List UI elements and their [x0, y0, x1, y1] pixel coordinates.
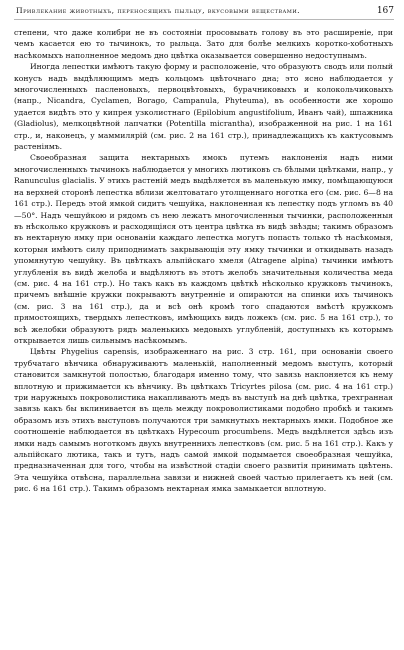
running-head [16, 6, 394, 20]
paragraph-4: Цвѣты Phygelius capensis, изображеннаго на рис. 3 стр. 161, при основаніи своего трубчатаго вѣнчика обнаруживаютъ маленькій, наполненный медомъ выступъ, который становится замкнутой полостью, благодаря именно тому, что завязь наклоняется къ нему вплотную и прижимается къ вѣнчику. Въ цвѣткахъ Tricyrtes pilosa (см. рис. 4 на 161 стр.) три наружныхъ покроволистика накапливаютъ медъ въ выступѣ на днѣ цвѣтка, трехгранная завязь какъ бы вклинивается въ щель между покроволистиками подобно пробкѣ и такимъ образомъ изъ этихъ выступовъ получаются три замкнутыхъ нектарныхъ ямки. Подобное же соотношеніе наблюдается въ цвѣткахъ Hypecoum procumbens. Медъ выдѣляется здѣсь изъ ямки надъ самымъ ноготкомъ двухъ внутреннихъ лепестковъ (см. рис. 5 на 161 стр.). Какъ у альпійскаго лютика, такъ и тутъ, надъ самой ямкой подымается своеобразная чешуйка, предназначенная для того, чтобы на извѣстной стадіи своего развитія принимать цвѣтень. Эта чешуйка отвѣсна, параллельна завязи и нижней своей частью прилегаетъ къ ней (см. рис. 6 на 161 стр.). Такимъ образомъ нектарная ямка замыкается вплотную. [14, 347, 393, 494]
header-rule [14, 19, 394, 20]
running-head-title: Привлекание животныхъ, переносящихъ пыльцу, вкусовыми веществами. [16, 6, 301, 15]
body-text [14, 27, 393, 495]
paragraph-1: степени, что даже колибри не въ состояніи просовывать голову въ это расширеніе, при чемъ касается ею то тычинокъ, то рыльца. Зато для болѣе мелкихъ коротко-хоботныхъ насѣкомыхъ наполненное медомъ дно цвѣтка оказывается совершенно недоступнымъ. [14, 28, 393, 60]
paragraph-3: Своеобразная защита нектарныхъ ямокъ путемъ наклоненія надъ ними многочисленныхъ тычинокъ наблюдается у многихъ лютиковъ съ бѣлыми цвѣтками, напр., у Ranunculus glacialis. У этихъ растеній медъ выдѣляется въ маленькую ямку, помѣщающуюся на верхней сторонѣ лепестка вблизи желтоватаго утолщеннаго ноготка его (см. рис. 6—8 на 161 стр.). Передъ этой ямкой сидитъ чешуйка, наклоненная къ лепестку подъ угломъ въ 40—50°. Надъ чешуйкою и рядомъ съ нею лежатъ многочисленныя тычинки, расположенныя въ нѣсколько кружковъ и расходящіяся отъ центра цвѣтка въ видѣ звѣзды; такимъ образомъ въ нектарную ямку при основаніи каждаго лепестка могутъ попасть только тѣ насѣкомыя, которыя имѣютъ силу приподнимать закрывающія эту ямку тычинки и откидывать назадъ упомянутую чешуйку. Въ цвѣткахъ альпійскаго хмеля (Atragene alpina) тычинки имѣютъ углубленія въ видѣ желоба и выдѣляютъ въ этотъ желобъ значительныя количества меда (см. рис. 4 на 161 стр.). Но такъ какъ въ каждомъ цвѣткѣ нѣсколько кружковъ тычинокъ, причемъ внѣшніе кружки покрываютъ внутренніе и опираются на спинки ихъ тычинокъ (см. рис. 3 на 161 стр.), да и всѣ онѣ кромѣ того спадаются вмѣстѣ кружкомъ прямостоящихъ, твердыхъ лепестковъ, имѣющихъ видъ ложекъ (см. рис. 5 на 161 стр.), то всѣ желобки образуютъ рядъ маленькихъ медовыхъ углубленій, доступныхъ къ которымъ открывается лишь сильнымъ насѣкомымъ. [14, 153, 393, 345]
paragraph-2: Иногда лепестки имѣютъ такую форму и расположеніе, что образуютъ сводъ или полый конусъ надъ выдѣляющимъ медъ кольцомъ цвѣточнаго дна; это ясно наблюдается у многочисленныхъ пасленовыхъ, первоцвѣтовыхъ, бурачниковыхъ и колокольчиковыхъ (напр., Nicandra, Cyclamen, Borago, Campanula, Phyteuma), въ особенности же хорошо удается видѣть это у кипрея узколистнаго (Epilobium angustifolium, Иванъ чай), шпажника (Gladiolus), мелкоцвѣтной лапчатки (Potentilla micrantha), изображенной на рис. 1 на 161 стр., и, наконецъ, у маммилярій (см. рис. 2 на 161 стр.), принадлежащихъ къ кактусовымъ растеніямъ. [14, 62, 393, 152]
page-number: 167 [376, 6, 394, 16]
